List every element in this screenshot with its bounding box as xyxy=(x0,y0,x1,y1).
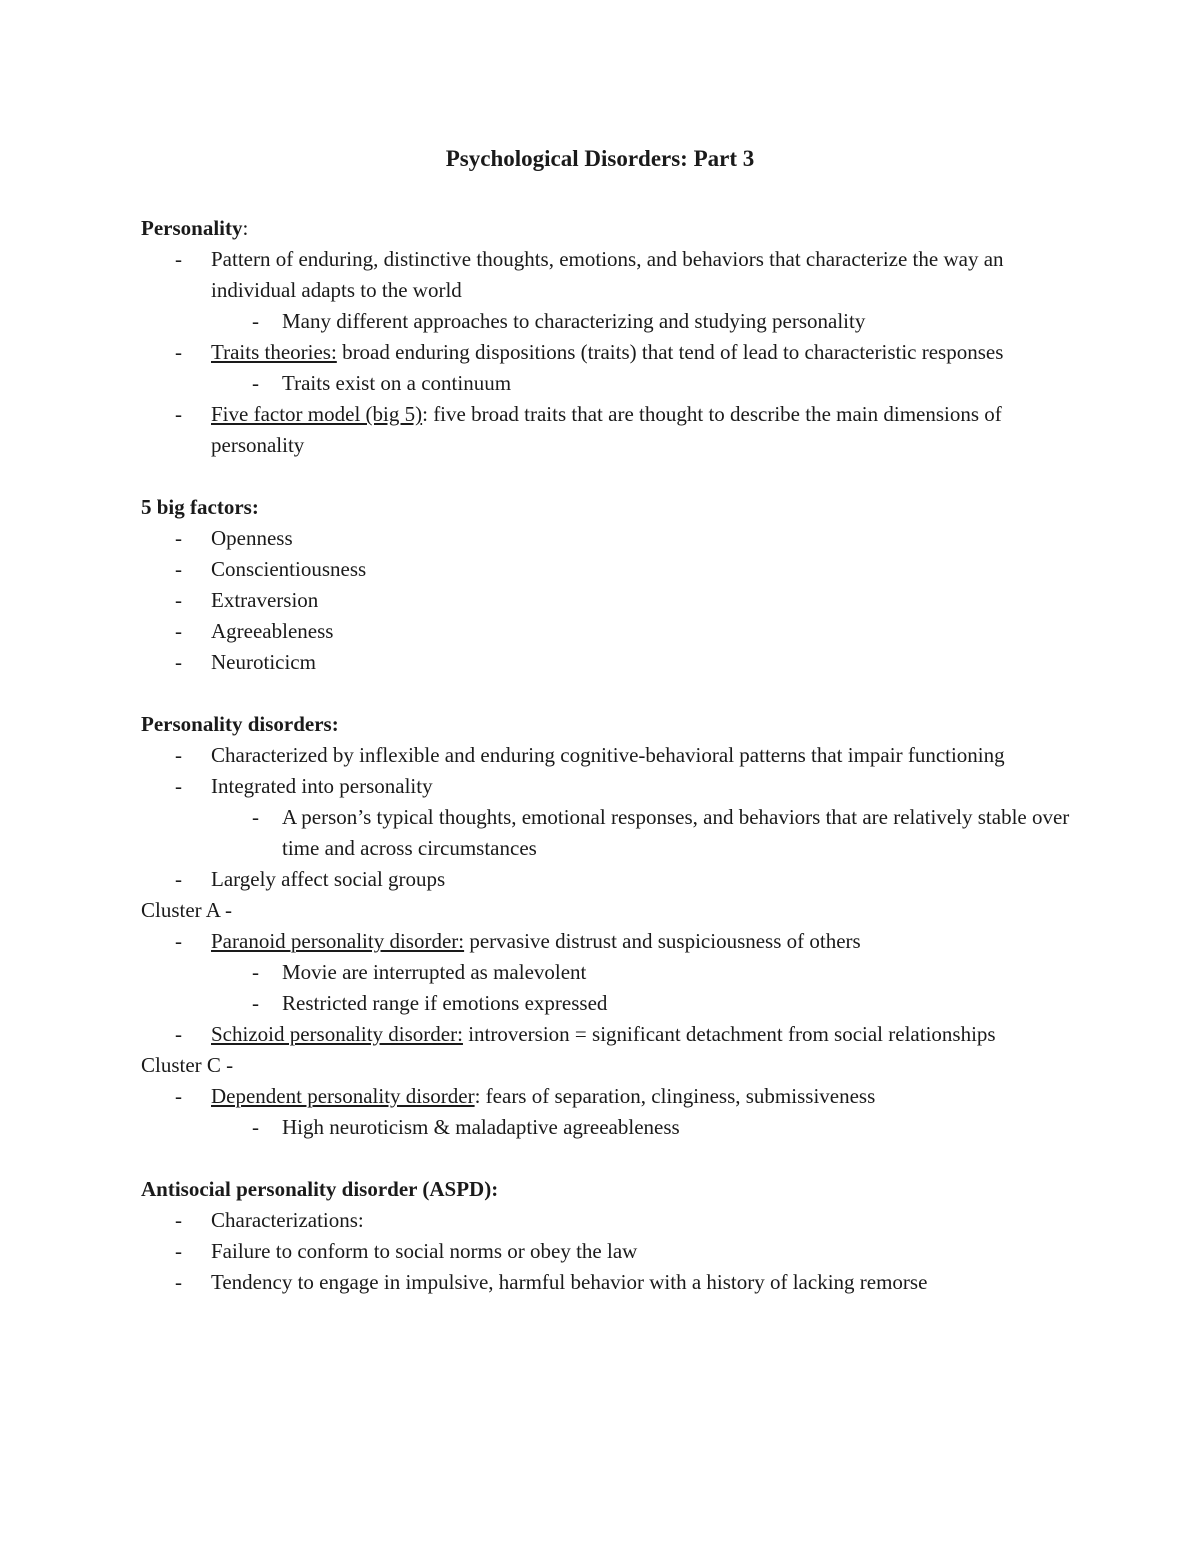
bullet-dash: - xyxy=(175,1084,182,1108)
list-item xyxy=(141,771,1081,802)
list-item xyxy=(141,244,1081,306)
list-item-text: Tendency to engage in impulsive, harmful behavior with a history of lacking remorse xyxy=(211,1270,928,1294)
heading-colon: : xyxy=(242,216,249,240)
list-item-text: pervasive distrust and suspiciousness of others xyxy=(464,929,861,953)
bullet-dash: - xyxy=(252,309,259,333)
list-item-text: Traits exist on a continuum xyxy=(282,371,512,395)
list-item xyxy=(141,864,1081,895)
blank-line xyxy=(141,1143,1081,1174)
list-item-text: Openness xyxy=(211,526,293,550)
section-personality-heading xyxy=(141,213,1081,244)
list-subitem xyxy=(141,306,1081,337)
list-item xyxy=(141,337,1081,368)
list-item-text: broad enduring dispositions (traits) that tend of lead to characteristic responses xyxy=(336,340,1004,364)
list-item xyxy=(141,585,1081,616)
list-subitem xyxy=(141,802,1081,864)
term-underlined: Schizoid personality disorder: xyxy=(211,1022,463,1046)
list-item xyxy=(141,1019,1081,1050)
list-item-text: : fears of separation, clinginess, submissiveness xyxy=(474,1084,876,1108)
bullet-dash: - xyxy=(252,991,259,1015)
bullet-dash: - xyxy=(175,1239,182,1263)
list-item-text: : five broad traits that are thought to describe the main dimensions of personality xyxy=(211,402,1002,457)
list-item xyxy=(141,647,1081,678)
list-item-text: Characterized by inflexible and enduring cognitive-behavioral patterns that impair functioning xyxy=(211,743,1005,767)
bullet-dash: - xyxy=(175,340,182,364)
list-item-text: Neuroticicm xyxy=(211,650,316,674)
list-item-text: Conscientiousness xyxy=(211,557,367,581)
cluster-a-label: Cluster A - xyxy=(141,898,233,922)
bullet-dash: - xyxy=(175,743,182,767)
list-item-text: introversion = significant detachment from social relationships xyxy=(462,1022,996,1046)
list-item-text: Pattern of enduring, distinctive thoughts, emotions, and behaviors that characterize the way an individual adapts to the world xyxy=(211,247,1004,302)
list-item-text: Integrated into personality xyxy=(211,774,433,798)
list-subitem xyxy=(141,1112,1081,1143)
section-heading: Antisocial personality disorder (ASPD): xyxy=(141,1177,499,1201)
bullet-dash: - xyxy=(175,1022,182,1046)
list-item-text: Largely affect social groups xyxy=(211,867,446,891)
list-item xyxy=(141,1205,1081,1236)
list-item xyxy=(141,1081,1081,1112)
bullet-dash: - xyxy=(175,588,182,612)
term-underlined: Dependent personality disorder xyxy=(211,1084,475,1108)
bullet-dash: - xyxy=(175,1270,182,1294)
document-body xyxy=(141,213,1081,1298)
list-item-text: Agreeableness xyxy=(211,619,334,643)
bullet-dash: - xyxy=(252,805,259,829)
bullet-dash: - xyxy=(175,929,182,953)
list-subitem xyxy=(141,957,1081,988)
list-item xyxy=(141,1267,1081,1298)
bullet-dash: - xyxy=(252,371,259,395)
bullet-dash: - xyxy=(175,526,182,550)
section-heading: Personality xyxy=(141,216,243,240)
list-item-text: Movie are interrupted as malevolent xyxy=(282,960,587,984)
list-item-text: Characterizations: xyxy=(211,1208,364,1232)
list-item xyxy=(141,616,1081,647)
list-item xyxy=(141,740,1081,771)
term-underlined: Paranoid personality disorder: xyxy=(211,929,465,953)
blank-line xyxy=(141,461,1081,492)
list-item-text: Restricted range if emotions expressed xyxy=(282,991,608,1015)
bullet-dash: - xyxy=(175,774,182,798)
bullet-dash: - xyxy=(175,619,182,643)
section-heading: Personality disorders: xyxy=(141,712,339,736)
list-item-text: Extraversion xyxy=(211,588,319,612)
bullet-dash: - xyxy=(252,960,259,984)
bullet-dash: - xyxy=(175,402,182,426)
list-item xyxy=(141,1236,1081,1267)
bullet-dash: - xyxy=(175,247,182,271)
list-item xyxy=(141,926,1081,957)
cluster-c-label: Cluster C - xyxy=(141,1053,234,1077)
list-item xyxy=(141,554,1081,585)
list-subitem xyxy=(141,368,1081,399)
bullet-dash: - xyxy=(175,557,182,581)
list-item xyxy=(141,523,1081,554)
page-title: Psychological Disorders: Part 3 xyxy=(445,146,755,171)
blank-line xyxy=(141,678,1081,709)
bullet-dash: - xyxy=(175,650,182,674)
list-item-text: Failure to conform to social norms or obey the law xyxy=(211,1239,638,1263)
list-item-text: High neuroticism & maladaptive agreeableness xyxy=(282,1115,680,1139)
bullet-dash: - xyxy=(175,867,182,891)
list-item-text: Many different approaches to characterizing and studying personality xyxy=(282,309,866,333)
bullet-dash: - xyxy=(252,1115,259,1139)
term-underlined: Five factor model (big 5) xyxy=(211,402,423,426)
list-subitem xyxy=(141,988,1081,1019)
bullet-dash: - xyxy=(175,1208,182,1232)
term-underlined: Traits theories: xyxy=(211,340,337,364)
section-heading: 5 big factors: xyxy=(141,495,259,519)
list-item-text: A person’s typical thoughts, emotional responses, and behaviors that are relatively stable over time and across circumstances xyxy=(282,805,1070,860)
list-item xyxy=(141,399,1081,461)
